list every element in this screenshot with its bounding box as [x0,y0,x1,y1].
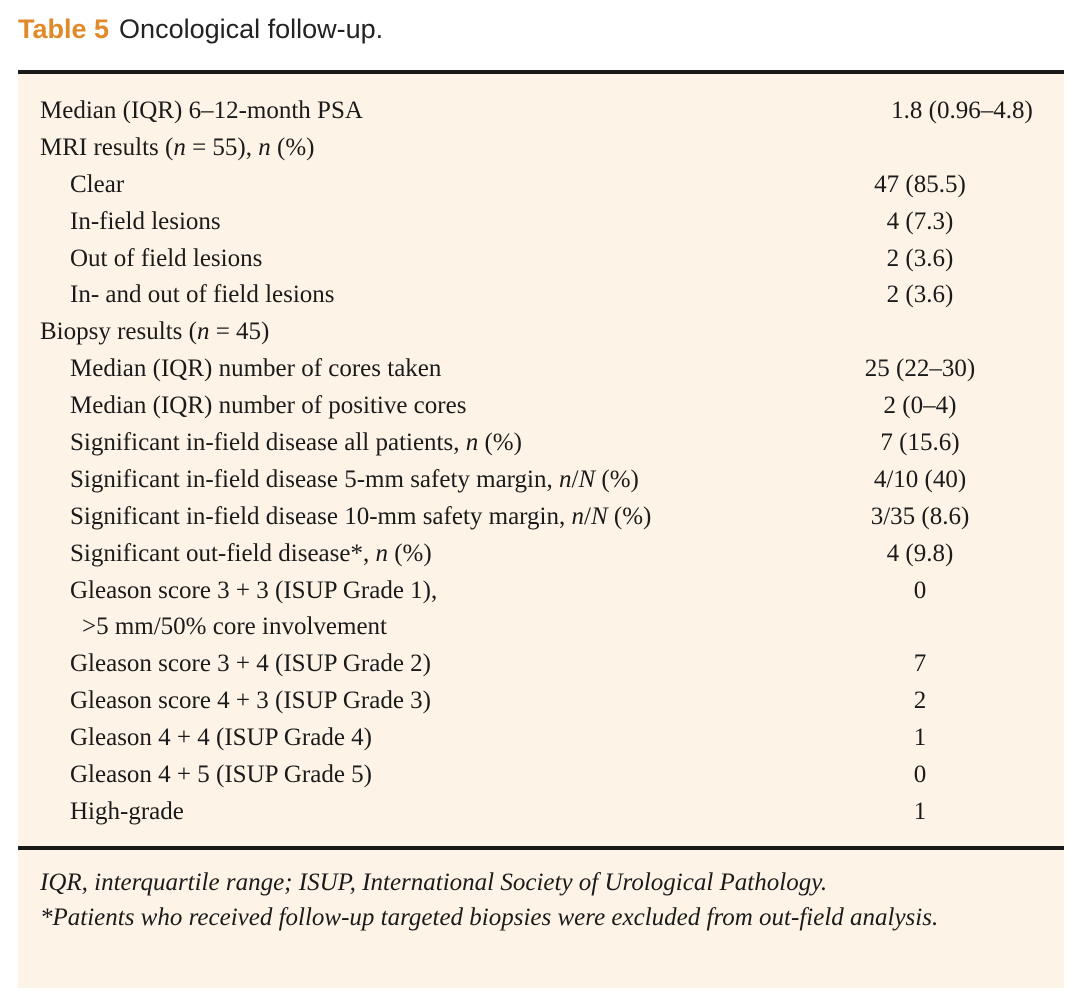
row-value: 4 (9.8) [886,539,954,567]
row-label: In-field lesions [70,207,221,235]
table-row [0,794,1080,831]
row-value: 0 [913,576,927,604]
row-label: High-grade [70,797,184,825]
table-row [0,646,1080,683]
table-top-rule [18,70,1064,74]
row-label: Clear [70,170,125,198]
row-label: Gleason 4 + 4 (ISUP Grade 4) [70,724,373,752]
row-label: Gleason 4 + 5 (ISUP Grade 5) [70,761,373,789]
row-value: 1 [913,797,927,825]
row-value: 1 [913,724,927,752]
row-label: Significant out-field disease*, n (%) [70,539,432,567]
row-label: Out of field lesions [70,244,263,272]
row-value: 7 (15.6) [880,429,960,457]
table-row [0,720,1080,757]
table-caption [18,12,383,46]
table-row [0,314,1080,351]
row-value: 1.8 (0.96–4.8) [891,97,1033,124]
table-row [0,683,1080,720]
row-value: 2 (3.6) [886,281,954,309]
row-label: Gleason score 3 + 4 (ISUP Grade 2) [70,650,431,678]
row-label: Significant in-field disease all patients, n (%) [70,429,522,457]
row-label: Median (IQR) number of positive cores [70,392,467,420]
footnote-abbreviations: IQR, interquartile range; ISUP, International Society of Urological Pathology. [40,869,828,896]
row-label: Median (IQR) number of cores taken [70,355,442,383]
row-label: MRI results (n = 55), n (%) [40,133,315,161]
row-value: 4 (7.3) [886,207,954,235]
table-row [0,425,1080,462]
row-label: Significant in-field disease 5-mm safety margin, n/N (%) [70,465,639,493]
row-value: 7 [913,650,927,678]
table-row [0,609,1080,646]
table-row [0,130,1080,167]
row-label: Significant in-field disease 10-mm safety margin, n/N (%) [70,502,652,530]
table-row [0,351,1080,388]
table-row [0,573,1080,610]
table-title: Oncological follow-up. [119,14,384,44]
table-row [0,757,1080,794]
row-label: In- and out of field lesions [70,281,335,309]
table-body [0,93,1080,831]
row-value: 3/35 (8.6) [870,502,970,530]
table-row [0,388,1080,425]
row-value: 2 (3.6) [886,244,954,272]
table-number: Table 5 [18,14,110,44]
row-value: 2 [913,687,927,715]
row-value: 2 (0–4) [883,392,957,420]
row-label: Gleason score 3 + 3 (ISUP Grade 1), [70,576,438,604]
table-row [0,499,1080,536]
table-row [0,204,1080,241]
table-row [0,536,1080,573]
row-value: 47 (85.5) [874,170,966,198]
table-row [0,277,1080,314]
row-label: >5 mm/50% core involvement [82,613,388,641]
table-row [0,93,1080,130]
row-label: Biopsy results (n = 45) [40,318,270,346]
row-value: 4/10 (40) [873,465,967,493]
table-row [0,462,1080,499]
row-value: 0 [913,761,927,789]
table-row [0,167,1080,204]
row-label: Median (IQR) 6–12-month PSA [40,97,363,124]
row-label: Gleason score 4 + 3 (ISUP Grade 3) [70,687,431,715]
table-row [0,241,1080,278]
footnote-asterisk: *Patients who received follow-up targeted biopsies were excluded from out-field analysis. [40,903,939,931]
table-footnotes [40,866,1040,935]
row-value: 25 (22–30) [864,355,976,383]
